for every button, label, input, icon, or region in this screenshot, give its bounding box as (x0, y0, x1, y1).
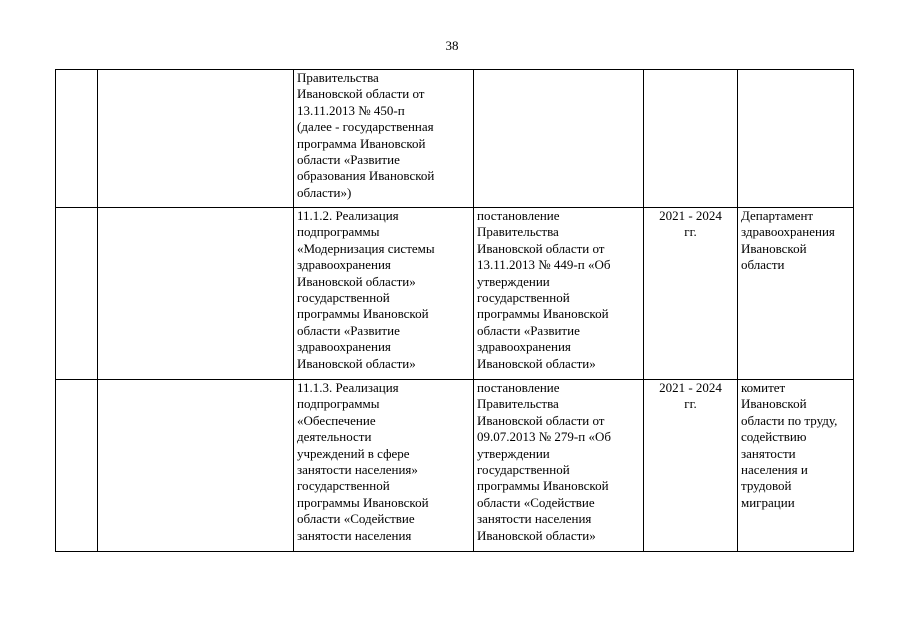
basis-line: государственной (477, 290, 570, 306)
basis-line: Правительства (477, 396, 559, 412)
event-line: образования Ивановской (297, 168, 435, 184)
event-line: области «Развитие (297, 152, 400, 168)
executor-line: миграции (741, 494, 795, 510)
event-line: подпрограммы (297, 396, 380, 412)
executor-line: Департамент (741, 208, 814, 223)
event-line: государственной (297, 478, 390, 494)
event-line: 13.11.2013 № 450-п (297, 102, 405, 118)
event-line: 11.1.2. Реализация (297, 208, 399, 223)
event-line: Правительства (297, 70, 379, 85)
period-line: гг. (684, 224, 697, 240)
table-row (56, 70, 854, 208)
basis-cell (474, 208, 644, 380)
event-line: Ивановской области от (297, 86, 425, 102)
basis-line: утверждении (477, 273, 550, 289)
event-line: подпрограммы (297, 224, 380, 240)
event-line: Ивановской области» (297, 273, 416, 289)
page-number: 38 (445, 38, 459, 53)
section-cell (98, 70, 294, 208)
event-line: здравоохранения (297, 257, 391, 273)
period-line: 2021 - 2024 (659, 380, 722, 395)
event-line: деятельности (297, 429, 372, 445)
table-row (56, 208, 854, 380)
event-line: «Модернизация системы (297, 240, 435, 256)
event-line: занятости населения (297, 527, 412, 543)
executor-cell (738, 208, 854, 380)
executor-line: здравоохранения (741, 224, 835, 240)
basis-cell (474, 70, 644, 208)
basis-line: здравоохранения (477, 339, 571, 355)
event-line: области») (297, 184, 352, 200)
basis-line: Ивановской области от (477, 240, 605, 256)
executor-line: содействию (741, 429, 807, 445)
event-line: 11.1.3. Реализация (297, 380, 399, 395)
basis-line: 13.11.2013 № 449-п «Об (477, 257, 611, 273)
event-line: занятости населения» (297, 462, 418, 478)
executor-line: Ивановской (741, 396, 807, 412)
row-number-cell (56, 70, 98, 208)
section-cell (98, 208, 294, 380)
period-line: 2021 - 2024 (659, 208, 722, 223)
basis-line: Ивановской области» (477, 527, 596, 543)
executor-line: комитет (741, 380, 786, 395)
event-cell (294, 70, 474, 208)
executor-line: занятости (741, 445, 796, 461)
basis-line: области «Развитие (477, 322, 580, 338)
executor-line: области (741, 257, 785, 273)
basis-line: постановление (477, 208, 560, 223)
event-line: программа Ивановской (297, 135, 426, 151)
event-line: Ивановской области» (297, 355, 416, 371)
basis-line: программы Ивановской (477, 306, 609, 322)
executor-cell (738, 70, 854, 208)
table-row (56, 380, 854, 552)
event-line: государственной (297, 290, 390, 306)
event-line: «Обеспечение (297, 412, 376, 428)
executor-cell (738, 380, 854, 552)
event-line: программы Ивановской (297, 494, 429, 510)
basis-line: программы Ивановской (477, 478, 609, 494)
basis-line: Ивановской области от (477, 412, 605, 428)
period-line: гг. (684, 396, 697, 412)
period-cell (644, 208, 738, 380)
event-cell (294, 380, 474, 552)
event-line: учреждений в сфере (297, 445, 410, 461)
period-cell (644, 70, 738, 208)
row-number-cell (56, 208, 98, 380)
event-line: области «Содействие (297, 511, 415, 527)
event-line: здравоохранения (297, 339, 391, 355)
basis-line: утверждении (477, 445, 550, 461)
period-cell (644, 380, 738, 552)
row-number-cell (56, 380, 98, 552)
event-cell (294, 208, 474, 380)
basis-line: занятости населения (477, 511, 592, 527)
executor-line: области по труду, (741, 412, 838, 428)
event-line: (далее - государственная (297, 119, 434, 135)
executor-line: населения и (741, 462, 808, 478)
executor-line: трудовой (741, 478, 792, 494)
measures-table (55, 69, 854, 552)
executor-line: Ивановской (741, 240, 807, 256)
basis-line: 09.07.2013 № 279-п «Об (477, 429, 611, 445)
basis-line: Правительства (477, 224, 559, 240)
basis-line: Ивановской области» (477, 355, 596, 371)
basis-cell (474, 380, 644, 552)
event-line: программы Ивановской (297, 306, 429, 322)
section-cell (98, 380, 294, 552)
basis-line: государственной (477, 462, 570, 478)
event-line: области «Развитие (297, 322, 400, 338)
basis-line: постановление (477, 380, 560, 395)
basis-line: области «Содействие (477, 494, 595, 510)
